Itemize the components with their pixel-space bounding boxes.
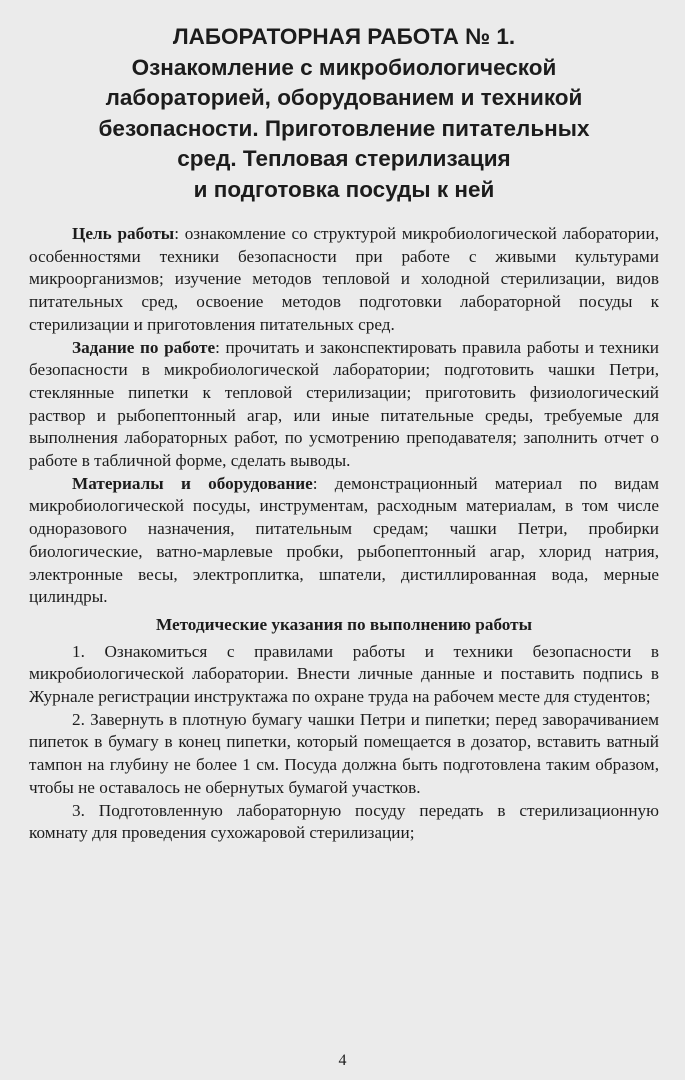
method-step: 1. Ознакомиться с правилами работы и техники безопасности в микробиологической лаборатории. Внести личные данные и поставить подпись в Журнале регистрации инструктажа по охране труда на рабочем месте для студентов; bbox=[29, 641, 659, 707]
materials-label: Материалы и оборудование bbox=[72, 473, 313, 493]
goal-text: : ознакомление со структурой микробиологической лаборатории, особенностями техники безопасности при работе с живыми культурами микроорганизмов; изучение методов тепловой и холодной стерилизации, видов питательных сред, освоение методов подготовки лабораторной посуды к стерилизации и приготовления питательных сред. bbox=[29, 224, 659, 334]
document-body bbox=[29, 223, 659, 845]
method-step: 3. Подготовленную лабораторную посуду передать в стерилизационную комнату для проведения сухожаровой стерилизации; bbox=[29, 800, 659, 843]
method-step: 2. Завернуть в плотную бумагу чашки Петри и пипетки; перед заворачиванием пипеток в бумагу в конец пипетки, который помещается в дозатор, вставить ватный тампон на глубину не более 1 см. Посуда должна быть подготовлена таким образом, чтобы не оставалось не обернутых бумагой участков. bbox=[29, 709, 659, 797]
materials-text: : демонстрационный материал по видам микробиологической посуды, инструментам, расходным материалам, в том числе одноразового назначения, питательным средам; чашки Петри, пробирки биологические, ватно-марлевые пробки, рыбопептонный агар, хлорид натрия, электронные весы, электроплитка, шпатели, дистиллированная вода, мерные цилиндры. bbox=[29, 473, 659, 607]
title-line: Ознакомление с микробиологической bbox=[131, 54, 557, 80]
task-label: Задание по работе bbox=[72, 337, 216, 357]
task-text: : прочитать и законспектировать правила работы и техники безопасности в микробиологической лаборатории; подготовить чашки Петри, стеклянные пипетки к тепловой стерилизации; приготовить физиологический раствор и рыбопептонный агар, или иные питательные среды, требуемые для выполнения лабораторных работ, по усмотрению преподавателя; заполнить отчет о работе в табличной форме, сделать выводы. bbox=[29, 337, 660, 471]
title-line: безопасности. Приготовление питательных bbox=[98, 115, 590, 141]
title-line: сред. Тепловая стерилизация bbox=[177, 146, 511, 171]
task-paragraph bbox=[29, 337, 659, 473]
page-number: 4 bbox=[338, 1052, 347, 1069]
goal-paragraph bbox=[29, 223, 659, 337]
materials-paragraph bbox=[29, 473, 659, 609]
methods-heading: Методические указания по выполнению работы bbox=[155, 614, 533, 634]
page-title bbox=[29, 22, 659, 205]
title-line: ЛАБОРАТОРНАЯ РАБОТА № 1. bbox=[172, 24, 516, 49]
title-line: и подготовка посуды к ней bbox=[193, 176, 495, 202]
goal-label: Цель работы bbox=[72, 224, 175, 243]
title-line: лабораторией, оборудованием и техникой bbox=[105, 85, 583, 110]
